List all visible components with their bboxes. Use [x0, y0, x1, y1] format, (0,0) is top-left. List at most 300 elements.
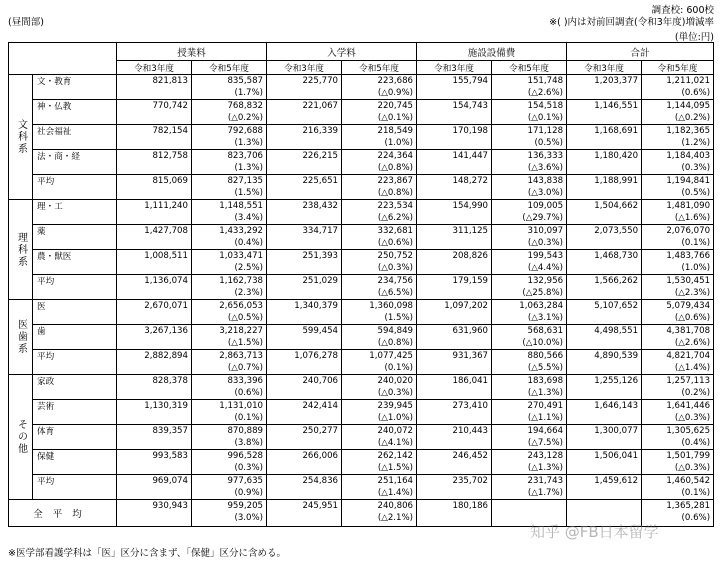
value-r5-text: 1,144,095 [666, 101, 711, 111]
value-r5 [642, 75, 714, 100]
table-row [9, 375, 714, 400]
year-header: 令和5年度 [642, 61, 714, 75]
value-r3 [117, 225, 192, 250]
table-row [9, 150, 714, 175]
value-r5 [342, 125, 417, 150]
change-rate: (△0.8%) [377, 188, 414, 198]
value-r3 [267, 475, 342, 500]
value-r3-text: 154,743 [452, 101, 489, 111]
watermark: 知乎 @FB日本留学 [530, 523, 659, 541]
value-r5-text: 768,832 [227, 101, 264, 111]
change-rate: (△0.3%) [377, 263, 414, 273]
value-r5 [642, 225, 714, 250]
value-r5-text: 880,566 [527, 351, 564, 361]
value-r5 [342, 275, 417, 300]
value-r3 [567, 375, 642, 400]
table-row [9, 250, 714, 275]
value-r5 [642, 100, 714, 125]
value-r5-text: 1,033,471 [219, 251, 264, 261]
value-r5 [492, 175, 567, 200]
change-rate: (0.3%) [234, 463, 264, 473]
value-r3-text: 141,447 [452, 151, 489, 161]
value-r5-text: 1,305,625 [666, 426, 711, 436]
change-rate: (△1.3%) [527, 388, 564, 398]
value-r3 [267, 350, 342, 375]
value-r5 [342, 450, 417, 475]
table-row [9, 275, 714, 300]
value-r3 [267, 375, 342, 400]
value-r5-text: 3,218,227 [219, 326, 264, 336]
row-label: 平均 [33, 275, 117, 300]
value-r5-text: 262,142 [377, 451, 414, 461]
value-r3 [417, 250, 492, 275]
value-r3-text: 1,468,730 [594, 251, 639, 261]
value-r3 [567, 225, 642, 250]
change-rate: (△1.6%) [674, 213, 711, 223]
value-r5 [642, 325, 714, 350]
value-r3-text: 828,378 [152, 376, 188, 386]
value-r5 [492, 400, 567, 425]
value-r5-text: 594,849 [377, 326, 414, 336]
change-rate: (△0.6%) [377, 238, 414, 248]
value-r3-text: 1,459,612 [594, 476, 639, 486]
change-rate: (0.5%) [534, 138, 564, 148]
value-r5 [642, 450, 714, 475]
change-rate: (△1.7%) [527, 488, 564, 498]
col-group-tuition: 授業料 [117, 43, 267, 61]
total-r5-text: 1,365,281 [666, 501, 711, 511]
change-rate: (△7.5%) [527, 438, 564, 448]
year-header: 令和5年度 [342, 61, 417, 75]
value-r3-text: 993,583 [152, 451, 188, 461]
value-r3 [117, 300, 192, 325]
value-r5-text: 251,164 [377, 476, 414, 486]
section-label: その他 [9, 375, 33, 500]
value-r5 [342, 150, 417, 175]
value-r3 [117, 200, 192, 225]
value-r5-text: 1,162,738 [219, 276, 264, 286]
value-r3-text: 3,267,136 [144, 326, 188, 336]
change-rate: (1.5%) [234, 188, 264, 198]
value-r5 [192, 200, 267, 225]
value-r3 [567, 125, 642, 150]
change-rate: (△6.5%) [377, 288, 414, 298]
value-r5 [492, 375, 567, 400]
value-r3 [267, 250, 342, 275]
value-r5-text: 154,518 [527, 101, 564, 111]
total-label: 全平均 [9, 500, 117, 527]
value-r5-text: 183,698 [527, 376, 564, 386]
value-r5 [492, 350, 567, 375]
value-r5-text: 4,821,704 [666, 351, 711, 361]
value-r3 [117, 425, 192, 450]
value-r5 [492, 450, 567, 475]
value-r5 [192, 75, 267, 100]
value-r5-text: 2,076,070 [666, 226, 711, 236]
value-r3 [267, 175, 342, 200]
tuition-table [8, 42, 714, 527]
value-r3-text: 148,272 [452, 176, 489, 186]
value-r5 [492, 475, 567, 500]
value-r3 [267, 75, 342, 100]
table-row [9, 125, 714, 150]
value-r3-text: 1,504,662 [594, 201, 639, 211]
value-r3-text: 225,770 [302, 76, 339, 86]
value-r5 [342, 200, 417, 225]
value-r5-text: 823,706 [227, 151, 264, 161]
value-r3-text: 216,339 [302, 126, 339, 136]
change-rate: (△5.5%) [527, 363, 564, 373]
change-rate: (1.3%) [234, 163, 264, 173]
value-r3-text: 1,136,074 [144, 276, 188, 286]
total-r3 [417, 500, 492, 527]
row-label: 法・商・経 [33, 150, 117, 175]
change-rate: (0.5%) [681, 188, 711, 198]
value-r3 [567, 200, 642, 225]
value-r3 [417, 75, 492, 100]
change-rate: (△1.4%) [674, 363, 711, 373]
value-r3 [567, 475, 642, 500]
value-r3-text: 969,074 [152, 476, 188, 486]
value-r5 [342, 475, 417, 500]
value-r3-text: 242,414 [302, 401, 339, 411]
value-r3-text: 254,836 [302, 476, 339, 486]
value-r3-text: 2,670,071 [144, 301, 188, 311]
table-row [9, 350, 714, 375]
value-r3 [567, 350, 642, 375]
change-rate: (3.8%) [234, 438, 264, 448]
value-r5 [192, 425, 267, 450]
value-r5-text: 996,528 [227, 451, 264, 461]
value-r5 [642, 375, 714, 400]
value-r5 [492, 200, 567, 225]
row-label: 医 [33, 300, 117, 325]
col-group-admission: 入学料 [267, 43, 417, 61]
year-header: 令和3年度 [117, 61, 192, 75]
value-r3-text: 770,742 [152, 101, 188, 111]
row-label: 理・工 [33, 200, 117, 225]
value-r3-text: 599,454 [302, 326, 339, 336]
value-r3 [117, 75, 192, 100]
value-r5 [342, 325, 417, 350]
value-r5-text: 243,128 [527, 451, 564, 461]
value-r5-text: 223,534 [377, 201, 414, 211]
table-row [9, 400, 714, 425]
value-r5-text: 1,501,799 [666, 451, 711, 461]
value-r3 [267, 400, 342, 425]
change-rate: (△10.0%) [522, 338, 564, 348]
value-r5-text: 5,079,434 [666, 301, 711, 311]
table-row [9, 300, 714, 325]
value-r5 [642, 350, 714, 375]
change-rate: (1.2%) [681, 138, 711, 148]
value-r5-text: 977,635 [227, 476, 264, 486]
value-r5-text: 1,530,451 [666, 276, 711, 286]
value-r3 [267, 225, 342, 250]
value-r5 [342, 225, 417, 250]
value-r3 [567, 175, 642, 200]
value-r3 [567, 100, 642, 125]
value-r3-text: 1,427,708 [144, 226, 188, 236]
value-r3 [267, 425, 342, 450]
year-header: 令和3年度 [567, 61, 642, 75]
change-rate: (△1.1%) [527, 413, 564, 423]
value-r3-text: 221,067 [302, 101, 339, 111]
value-r3 [267, 300, 342, 325]
value-r5 [492, 325, 567, 350]
value-r5-text: 1,077,425 [369, 351, 414, 361]
value-r5 [192, 475, 267, 500]
value-r3 [417, 325, 492, 350]
value-r3 [417, 400, 492, 425]
footnote: ※医学部看護学科は「医」区分に含まず、「保健」区分に含める。 [8, 548, 286, 559]
value-r5-text: 310,097 [527, 226, 564, 236]
value-r3-text: 1,340,379 [294, 301, 339, 311]
change-rate: (△0.8%) [377, 163, 414, 173]
value-r5 [192, 350, 267, 375]
value-r5 [192, 150, 267, 175]
value-r5-text: 870,889 [227, 426, 264, 436]
total-change-rate: (3.0%) [234, 513, 264, 523]
value-r3-text: 225,651 [302, 176, 339, 186]
value-r3-text: 251,393 [302, 251, 339, 261]
value-r5 [342, 175, 417, 200]
year-header: 令和3年度 [267, 61, 342, 75]
value-r5-text: 4,381,708 [666, 326, 711, 336]
change-rate: (△0.2%) [227, 113, 264, 123]
value-r3 [567, 400, 642, 425]
value-r3 [117, 150, 192, 175]
row-label: 平均 [33, 475, 117, 500]
value-r5-text: 223,686 [377, 76, 414, 86]
change-rate: (1.0%) [681, 263, 711, 273]
change-rate: (0.6%) [681, 88, 711, 98]
value-r3 [117, 475, 192, 500]
value-r5-text: 136,333 [527, 151, 564, 161]
value-r3-text: 1,506,041 [594, 451, 639, 461]
value-r3 [117, 175, 192, 200]
change-rate: (△2.3%) [674, 288, 711, 298]
change-rate: (1.5%) [384, 313, 414, 323]
value-r5-text: 1,184,403 [666, 151, 711, 161]
change-rate: (0.9%) [234, 488, 264, 498]
value-r3-text: 1,203,377 [594, 76, 639, 86]
value-r5 [192, 250, 267, 275]
value-r5 [192, 400, 267, 425]
table-row [9, 175, 714, 200]
change-rate: (1.3%) [234, 138, 264, 148]
change-rate: (△2.6%) [527, 88, 564, 98]
value-r3 [567, 275, 642, 300]
table-row [9, 425, 714, 450]
value-r5 [342, 100, 417, 125]
table-note: ※( )内は対前回調査(令和3年度)増減率 [549, 17, 714, 28]
year-header: 令和5年度 [192, 61, 267, 75]
value-r3 [567, 250, 642, 275]
value-r5 [192, 100, 267, 125]
value-r5-text: 151,748 [527, 76, 564, 86]
change-rate: (△0.3%) [377, 388, 414, 398]
value-r5 [492, 275, 567, 300]
table-row [9, 100, 714, 125]
value-r3 [417, 375, 492, 400]
change-rate: (2.3%) [234, 288, 264, 298]
value-r5-text: 1,131,010 [219, 401, 264, 411]
table-row [9, 475, 714, 500]
value-r3 [267, 125, 342, 150]
value-r5-text: 1,641,446 [666, 401, 711, 411]
value-r3-text: 4,890,539 [594, 351, 639, 361]
value-r3 [117, 400, 192, 425]
value-r3 [117, 250, 192, 275]
change-rate: (△0.2%) [674, 113, 711, 123]
value-r3 [267, 100, 342, 125]
total-r5-text: 959,205 [227, 501, 264, 511]
value-r5 [342, 75, 417, 100]
total-r5 [192, 500, 267, 527]
value-r5 [642, 400, 714, 425]
value-r3-text: 812,758 [152, 151, 188, 161]
change-rate: (△0.1%) [527, 113, 564, 123]
value-r5 [492, 125, 567, 150]
header-row-groups [9, 43, 714, 61]
value-r5 [492, 150, 567, 175]
value-r3 [417, 175, 492, 200]
value-r3-text: 311,125 [452, 226, 489, 236]
survey-count: 調査校: 600校 [651, 5, 714, 16]
value-r5-text: 1,433,292 [219, 226, 264, 236]
value-r5-text: 143,838 [527, 176, 564, 186]
value-r5-text: 223,867 [377, 176, 414, 186]
change-rate: (0.1%) [384, 363, 414, 373]
value-r3-text: 226,215 [302, 151, 339, 161]
value-r3 [567, 325, 642, 350]
value-r5 [492, 425, 567, 450]
value-r5-text: 220,745 [377, 101, 414, 111]
value-r3-text: 179,159 [452, 276, 489, 286]
value-r3-text: 1,146,551 [594, 101, 639, 111]
total-change-rate: (△2.1%) [377, 513, 414, 523]
value-r3-text: 4,498,551 [594, 326, 639, 336]
value-r5-text: 1,063,284 [519, 301, 564, 311]
value-r5 [492, 225, 567, 250]
table-row [9, 200, 714, 225]
value-r5 [192, 450, 267, 475]
change-rate: (2.5%) [234, 263, 264, 273]
row-label: 保健 [33, 450, 117, 475]
value-r3-text: 251,029 [302, 276, 339, 286]
value-r3-text: 235,702 [452, 476, 489, 486]
table-row [9, 225, 714, 250]
change-rate: (△0.1%) [377, 113, 414, 123]
value-r5 [642, 425, 714, 450]
value-r5-text: 1,211,021 [666, 76, 711, 86]
value-r3 [267, 325, 342, 350]
value-r5-text: 231,743 [527, 476, 564, 486]
value-r5-text: 240,072 [377, 426, 414, 436]
change-rate: (△0.6%) [674, 313, 711, 323]
value-r5-text: 171,128 [527, 126, 564, 136]
value-r5-text: 1,483,766 [666, 251, 711, 261]
row-label: 社会福祉 [33, 125, 117, 150]
value-r3-text: 334,717 [302, 226, 339, 236]
total-r5-text: 240,806 [377, 501, 414, 511]
value-r3 [417, 450, 492, 475]
value-r5-text: 1,257,113 [666, 376, 711, 386]
value-r3 [417, 425, 492, 450]
value-r3 [417, 200, 492, 225]
row-label: 平均 [33, 175, 117, 200]
value-r5-text: 109,005 [527, 201, 564, 211]
value-r3 [267, 275, 342, 300]
value-r3 [117, 125, 192, 150]
col-group-total: 合計 [567, 43, 714, 61]
value-r3-text: 1,008,511 [144, 251, 188, 261]
total-r3-text: 245,951 [302, 501, 339, 511]
value-r5-text: 2,863,713 [219, 351, 264, 361]
total-r3-text: 930,943 [152, 501, 188, 511]
value-r3 [117, 375, 192, 400]
value-r3-text: 208,826 [452, 251, 489, 261]
value-r3 [567, 300, 642, 325]
value-r3 [417, 350, 492, 375]
value-r3-text: 266,006 [302, 451, 339, 461]
value-r5 [642, 275, 714, 300]
year-header: 令和3年度 [417, 61, 492, 75]
value-r5-text: 240,020 [377, 376, 414, 386]
col-group-facility: 施設設備費 [417, 43, 567, 61]
value-r3-text: 1,130,319 [144, 401, 188, 411]
change-rate: (△25.8%) [522, 288, 564, 298]
value-r3 [567, 425, 642, 450]
header-row-years [9, 61, 714, 75]
value-r3-text: 1,097,202 [444, 301, 489, 311]
change-rate: (0.2%) [681, 388, 711, 398]
value-r3 [267, 150, 342, 175]
value-r5-text: 833,396 [227, 376, 264, 386]
corner-cell-lower [9, 61, 117, 75]
value-r5-text: 1,148,551 [219, 201, 264, 211]
row-label: 芸術 [33, 400, 117, 425]
value-r3-text: 250,277 [302, 426, 339, 436]
row-label: 歯 [33, 325, 117, 350]
change-rate: (△4.1%) [377, 438, 414, 448]
value-r5 [492, 75, 567, 100]
value-r5 [642, 200, 714, 225]
change-rate: (△1.5%) [377, 463, 414, 473]
value-r3-text: 2,073,550 [594, 226, 639, 236]
value-r3-text: 154,990 [452, 201, 489, 211]
change-rate: (1.0%) [384, 138, 414, 148]
value-r5 [642, 250, 714, 275]
value-r3-text: 1,111,240 [144, 201, 188, 211]
value-r3-text: 238,432 [302, 201, 339, 211]
row-label: 薬 [33, 225, 117, 250]
value-r5 [642, 175, 714, 200]
value-r3-text: 186,041 [452, 376, 489, 386]
value-r5 [192, 175, 267, 200]
value-r5-text: 194,664 [527, 426, 564, 436]
total-r3 [117, 500, 192, 527]
change-rate: (0.4%) [234, 238, 264, 248]
value-r3-text: 631,960 [452, 326, 489, 336]
value-r3-text: 1,646,143 [594, 401, 639, 411]
value-r3 [417, 125, 492, 150]
value-r3-text: 815,069 [152, 176, 188, 186]
change-rate: (△1.5%) [227, 338, 264, 348]
value-r3-text: 246,452 [452, 451, 489, 461]
value-r3 [417, 150, 492, 175]
